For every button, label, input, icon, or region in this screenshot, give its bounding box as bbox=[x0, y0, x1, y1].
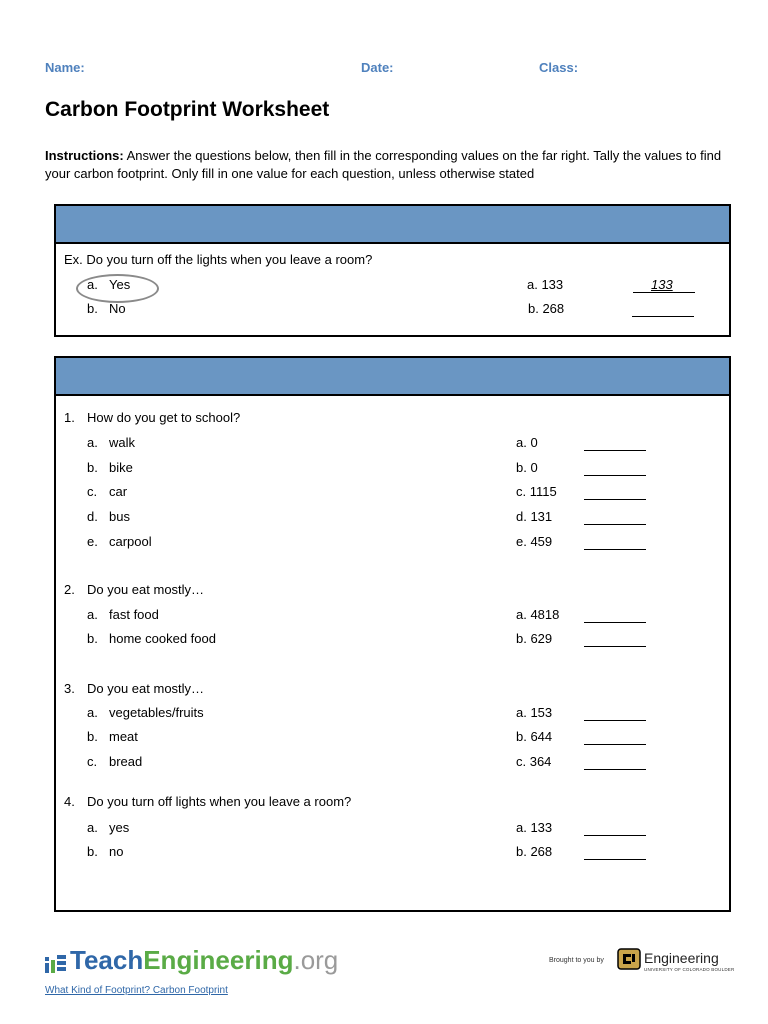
example-option-letter: b. bbox=[87, 301, 98, 316]
option-value: a. 4818 bbox=[516, 607, 560, 622]
answer-blank[interactable] bbox=[584, 821, 646, 836]
cu-boulder-logo-icon bbox=[617, 947, 641, 971]
question-text: Do you eat mostly… bbox=[87, 582, 205, 597]
option-letter: a. bbox=[87, 705, 98, 720]
example-answer-blank[interactable] bbox=[632, 302, 694, 317]
answer-blank[interactable] bbox=[584, 608, 646, 623]
teachengineering-logo-icon bbox=[45, 952, 67, 974]
option-letter: b. bbox=[87, 729, 98, 744]
name-label: Name: bbox=[45, 60, 85, 75]
answer-blank[interactable] bbox=[584, 436, 646, 451]
option-value: a. 0 bbox=[516, 435, 538, 450]
option-letter: a. bbox=[87, 435, 98, 450]
example-box bbox=[54, 204, 731, 337]
option-value: b. 268 bbox=[516, 844, 553, 859]
footer-link[interactable]: What Kind of Footprint? Carbon Footprint bbox=[45, 985, 228, 996]
example-filled-answer: 133 bbox=[651, 277, 673, 292]
option-label: walk bbox=[109, 435, 136, 450]
questions-band bbox=[56, 358, 729, 396]
option-letter: c. bbox=[87, 484, 98, 499]
option-value: a. 133 bbox=[516, 820, 553, 835]
example-band bbox=[56, 206, 729, 244]
brought-to-you-by: Brought to you by bbox=[549, 957, 604, 964]
option-value: c. 1115 bbox=[516, 484, 557, 499]
answer-blank[interactable] bbox=[584, 535, 646, 550]
answer-blank[interactable] bbox=[584, 461, 646, 476]
answer-blank[interactable] bbox=[584, 706, 646, 721]
question-number: 1. bbox=[64, 410, 75, 425]
option-label: no bbox=[109, 844, 124, 859]
option-label: vegetables/fruits bbox=[109, 705, 204, 720]
option-value: e. 459 bbox=[516, 534, 553, 549]
page-title: Carbon Footprint Worksheet bbox=[45, 98, 330, 121]
instructions-text: Answer the questions below, then fill in the corresponding values on the far right. Tally the values to find your carbon footprint. Only fill in one value for each question, unless otherwise stated bbox=[45, 148, 722, 181]
option-value: c. 364 bbox=[516, 754, 552, 769]
logo-org: .org bbox=[293, 945, 339, 975]
example-option-letter: a. bbox=[87, 277, 98, 292]
answer-blank[interactable] bbox=[584, 510, 646, 525]
option-value: b. 644 bbox=[516, 729, 553, 744]
option-value: b. 0 bbox=[516, 460, 538, 475]
option-label: bread bbox=[109, 754, 143, 769]
option-label: bus bbox=[109, 509, 130, 524]
option-label: fast food bbox=[109, 607, 159, 622]
option-letter: c. bbox=[87, 754, 98, 769]
example-option-label: No bbox=[109, 301, 126, 316]
logo-teach: Teach bbox=[70, 945, 144, 975]
option-value: a. 153 bbox=[516, 705, 553, 720]
option-label: yes bbox=[109, 820, 130, 835]
engineering-subtitle: UNIVERSITY OF COLORADO BOULDER bbox=[644, 967, 735, 972]
example-option-value: b. 268 bbox=[528, 301, 565, 316]
option-letter: d. bbox=[87, 509, 98, 524]
example-option-label: Yes bbox=[109, 277, 131, 292]
question-number: 3. bbox=[64, 681, 75, 696]
answer-blank[interactable] bbox=[584, 845, 646, 860]
option-letter: b. bbox=[87, 631, 98, 646]
answer-blank[interactable] bbox=[584, 485, 646, 500]
option-value: b. 629 bbox=[516, 631, 553, 646]
instructions-label: Instructions: bbox=[45, 148, 124, 163]
answer-blank[interactable] bbox=[584, 730, 646, 745]
question-text: Do you eat mostly… bbox=[87, 681, 205, 696]
example-option-value: a. 133 bbox=[527, 277, 564, 292]
option-label: home cooked food bbox=[109, 631, 216, 646]
option-letter: b. bbox=[87, 844, 98, 859]
teachengineering-logo bbox=[70, 945, 338, 976]
question-text: Do you turn off lights when you leave a room? bbox=[87, 794, 352, 809]
option-letter: a. bbox=[87, 820, 98, 835]
option-label: meat bbox=[109, 729, 138, 744]
answer-blank[interactable] bbox=[584, 632, 646, 647]
instructions bbox=[45, 147, 725, 183]
example-question: Ex. Do you turn off the lights when you leave a room? bbox=[64, 252, 373, 267]
option-letter: b. bbox=[87, 460, 98, 475]
date-label: Date: bbox=[361, 60, 394, 75]
question-number: 2. bbox=[64, 582, 75, 597]
answer-blank[interactable] bbox=[584, 755, 646, 770]
question-number: 4. bbox=[64, 794, 75, 809]
engineering-name: Engineering bbox=[644, 950, 719, 966]
class-label: Class: bbox=[539, 60, 579, 75]
logo-engineering: Engineering bbox=[143, 945, 294, 975]
option-label: carpool bbox=[109, 534, 152, 549]
option-label: bike bbox=[109, 460, 133, 475]
option-letter: a. bbox=[87, 607, 98, 622]
question-text: How do you get to school? bbox=[87, 410, 241, 425]
option-label: car bbox=[109, 484, 128, 499]
option-letter: e. bbox=[87, 534, 98, 549]
option-value: d. 131 bbox=[516, 509, 553, 524]
